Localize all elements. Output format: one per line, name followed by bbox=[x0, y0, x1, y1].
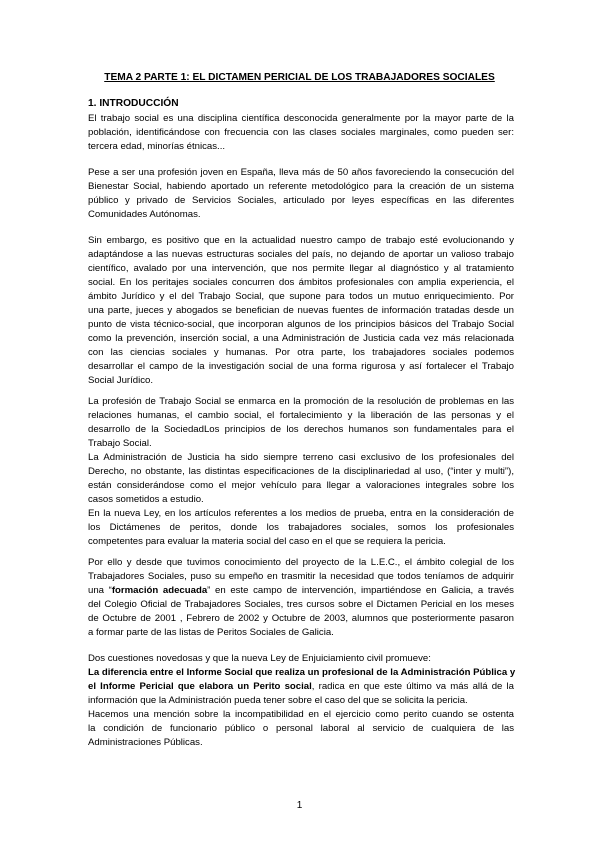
text-line: relaciones humanas, el cambio social, el fortalecimiento y la liberación de las personas y el bbox=[88, 410, 514, 421]
text-line bbox=[88, 584, 514, 598]
bold-text-line: La diferencia entre el Informe Social que realiza un profesional de la Administración Pública y bbox=[88, 667, 516, 678]
text-line: En la nueva Ley, en los artículos referentes a los medios de prueba, entra en la consideración de bbox=[88, 508, 514, 519]
text-line: información que la Administración pueda tener sobre el caso del que se solicita la pericia. bbox=[88, 695, 468, 706]
text-line: El trabajo social es una disciplina científica desconocida generalmente por la mayor parte de la bbox=[88, 113, 514, 124]
text-line: Sin embargo, es positivo que en la actualidad nuestro campo de trabajo esté evolucionando y bbox=[88, 235, 514, 246]
document-title: TEMA 2 PARTE 1: EL DICTAMEN PERICIAL DE LOS TRABAJADORES SOCIALES bbox=[104, 72, 495, 83]
text-line: desarrollo de la SociedadLos principios de los derechos humanos son fundamentales para el bbox=[88, 424, 514, 435]
bold-text: formación adecuada bbox=[111, 585, 208, 596]
text-line: del Colegio Oficial de Trabajadores Sociales, tres cursos sobre el Dictamen Pericial en los meses bbox=[88, 599, 514, 610]
text-line: con las ciencias sociales y humanas. Por otra parte, los trabajadores sociales podemos bbox=[88, 347, 514, 358]
paragraph-1 bbox=[88, 112, 514, 154]
text-line: ámbito Jurídico y el del Trabajo Social, que supone para todos un mutuo enriquecimiento. Por bbox=[88, 291, 514, 302]
text-line: la condición de funcionario público o personal laboral al servicio de cualquiera de las bbox=[88, 723, 514, 734]
section-heading: 1. INTRODUCCIÓN bbox=[88, 98, 179, 109]
text-run: ” en este campo de intervención, impartiéndose en Galicia, a través bbox=[207, 585, 514, 596]
text-line: Trabajadores Sociales, puso su empeño en trasmitir la necesidad que todos teníamos de adquirir bbox=[88, 571, 514, 582]
text-line: La Administración de Justicia ha sido siempre terreno casi exclusivo de los profesionales del bbox=[88, 452, 514, 463]
text-line: Trabajo Social. bbox=[88, 438, 152, 449]
text-line: casos sometidos a estudio. bbox=[88, 494, 204, 505]
text-line: competentes para evaluar la materia social del caso en el que se requiera la pericia. bbox=[88, 536, 446, 547]
text-line: social. En los peritajes sociales concurren dos ámbitos profesionales con amplia experiencia, el bbox=[88, 277, 514, 288]
text-line: población, identificándose con frecuencia con las clases sociales marginales, como pueden ser: bbox=[88, 127, 514, 138]
text-line bbox=[88, 680, 514, 694]
paragraph-6 bbox=[88, 652, 514, 750]
bold-text: el Informe Pericial que elabora un Perito social bbox=[88, 681, 312, 692]
text-line: como la prevención, inserción social, a una Administración de Justicia cada vez más relacionada bbox=[88, 333, 514, 344]
text-line: Comunidades Autónomas. bbox=[88, 209, 201, 220]
text-line: desarrollar el campo de la investigación social de una forma rigurosa y así fortalecer el Trabajo bbox=[88, 361, 514, 372]
paragraph-5 bbox=[88, 556, 514, 640]
text-line: Pese a ser una profesión joven en España, lleva más de 50 años favoreciendo la consecución del bbox=[88, 167, 514, 178]
text-line: punto de vista técnico-social, que incorporan algunos de los principios básicos del Trabajo Social bbox=[88, 319, 514, 330]
text-line: La profesión de Trabajo Social se enmarca en la promoción de la resolución de problemas en las bbox=[88, 396, 514, 407]
text-line: una parte, jueces y abogados se benefician de nuevas fuentes de información tratadas desde un bbox=[88, 305, 514, 316]
paragraph-4 bbox=[88, 395, 514, 549]
text-line: Administraciones Públicas. bbox=[88, 737, 203, 748]
text-line: público y privado de Servicios Sociales, articulado por leyes específicas en las diferentes bbox=[88, 195, 514, 206]
paragraph-3 bbox=[88, 234, 514, 388]
text-line: de Octubre de 2001 , Febrero de 2002 y Octubre de 2003, alumnos que posteriormente pasaron bbox=[88, 613, 514, 624]
text-line: tercera edad, minorías étnicas... bbox=[88, 141, 226, 152]
paragraph-2 bbox=[88, 166, 514, 222]
text-line: adaptándose a las nuevas estructuras sociales del país, no dejando de aportar un valioso trabajo bbox=[88, 249, 514, 260]
text-run: , radica en que este último va más allá de la bbox=[311, 681, 515, 692]
text-line: Por ello y desde que tuvimos conocimiento del proyecto de la L.E.C., el ámbito colegial de los bbox=[88, 557, 514, 568]
text-line: Derecho, no obstante, las distintas especificaciones de la disciplinariedad al uso, (“inter y multi”), bbox=[88, 466, 514, 477]
text-line: Dos cuestiones novedosas y que la nueva Ley de Enjuiciamiento civil promueve: bbox=[88, 653, 431, 664]
text-line: a formar parte de las listas de Peritos Sociales de Galicia. bbox=[88, 627, 334, 638]
text-line: Hacemos una mención sobre la incompatibilidad en el ejercicio como perito cuando se ostenta bbox=[88, 709, 514, 720]
text-run: una “ bbox=[88, 585, 112, 596]
text-line: los Dictámenes de peritos, donde los trabajadores sociales, somos los profesionales bbox=[88, 522, 514, 533]
text-line: Social Jurídico. bbox=[88, 375, 154, 386]
page-number: 1 bbox=[296, 800, 303, 811]
text-line: están considerándose como el mejor vehículo para llegar a valoraciones integrales sobre los bbox=[88, 480, 514, 491]
text-line: científico, avalado por una intervención, que nos permite llegar al diagnóstico y al tratamiento bbox=[88, 263, 514, 274]
text-line: Bienestar Social, habiendo aportado un referente metodológico para la creación de un sistema bbox=[88, 181, 514, 192]
